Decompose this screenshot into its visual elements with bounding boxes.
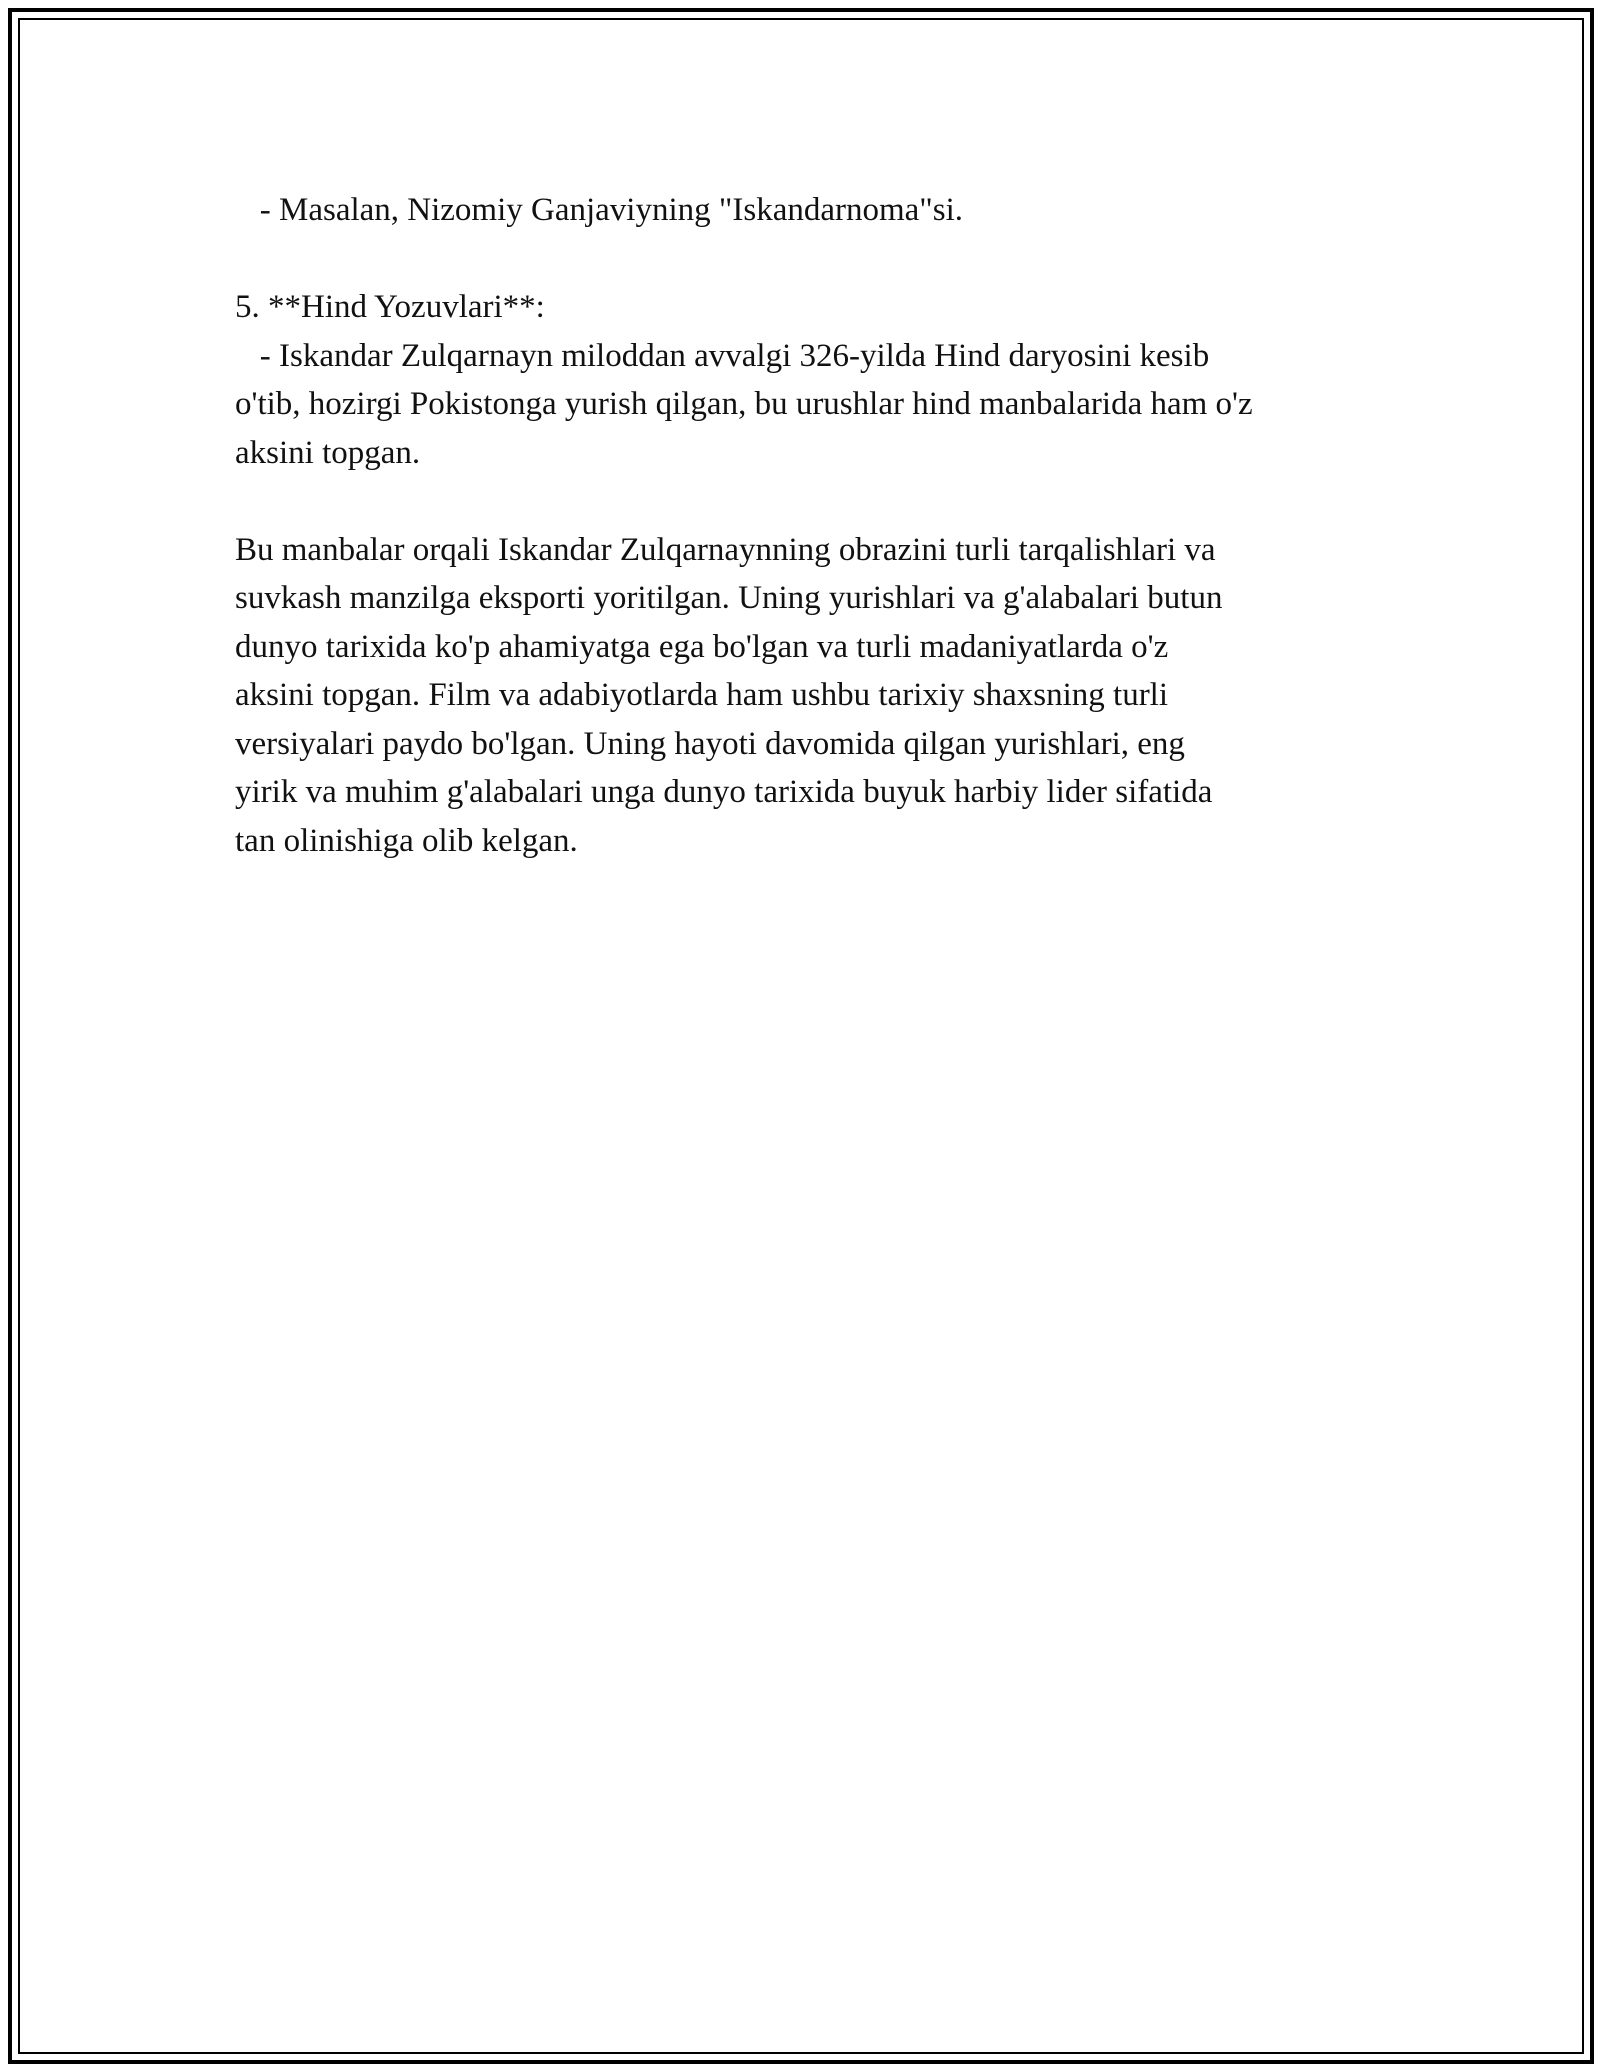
closing-line: suvkash manzilga eksporti yoritilgan. Uning yurishlari va g'alabalari butun [235,580,1223,616]
closing-line: dunyo tarixida ko'p ahamiyatga ega bo'lgan va turli madaniyatlarda o'z [235,628,1169,665]
section-line: aksini topgan. [235,434,421,471]
closing-line: yirik va muhim g'alabalari unga dunyo tarixida buyuk harbiy lider sifatida [235,774,1213,810]
section-line: o'tib, hozirgi Pokistonga yurish qilgan, bu urushlar hind manbalarida ham o'z [235,386,1253,422]
section-line: - Iskandar Zulqarnayn miloddan avvalgi 326-yilda Hind daryosini kesib [235,337,1210,374]
closing-line: versiyalari paydo bo'lgan. Uning hayoti davomida qilgan yurishlari, eng [235,725,1185,762]
closing-line: tan olinishiga olib kelgan. [235,822,578,859]
blank-line [235,477,1375,526]
document-body [235,186,1375,865]
closing-line: Bu manbalar orqali Iskandar Zulqarnaynning obrazini turli tarqalishlari va [235,531,1216,568]
section-heading: 5. **Hind Yozuvlari**: [235,289,545,325]
closing-line: aksini topgan. Film va adabiyotlarda ham ushbu tarixiy shaxsning turli [235,677,1169,713]
blank-line [235,235,1375,284]
bullet-line: - Masalan, Nizomiy Ganjaviyning "Iskandarnoma"si. [235,192,964,228]
